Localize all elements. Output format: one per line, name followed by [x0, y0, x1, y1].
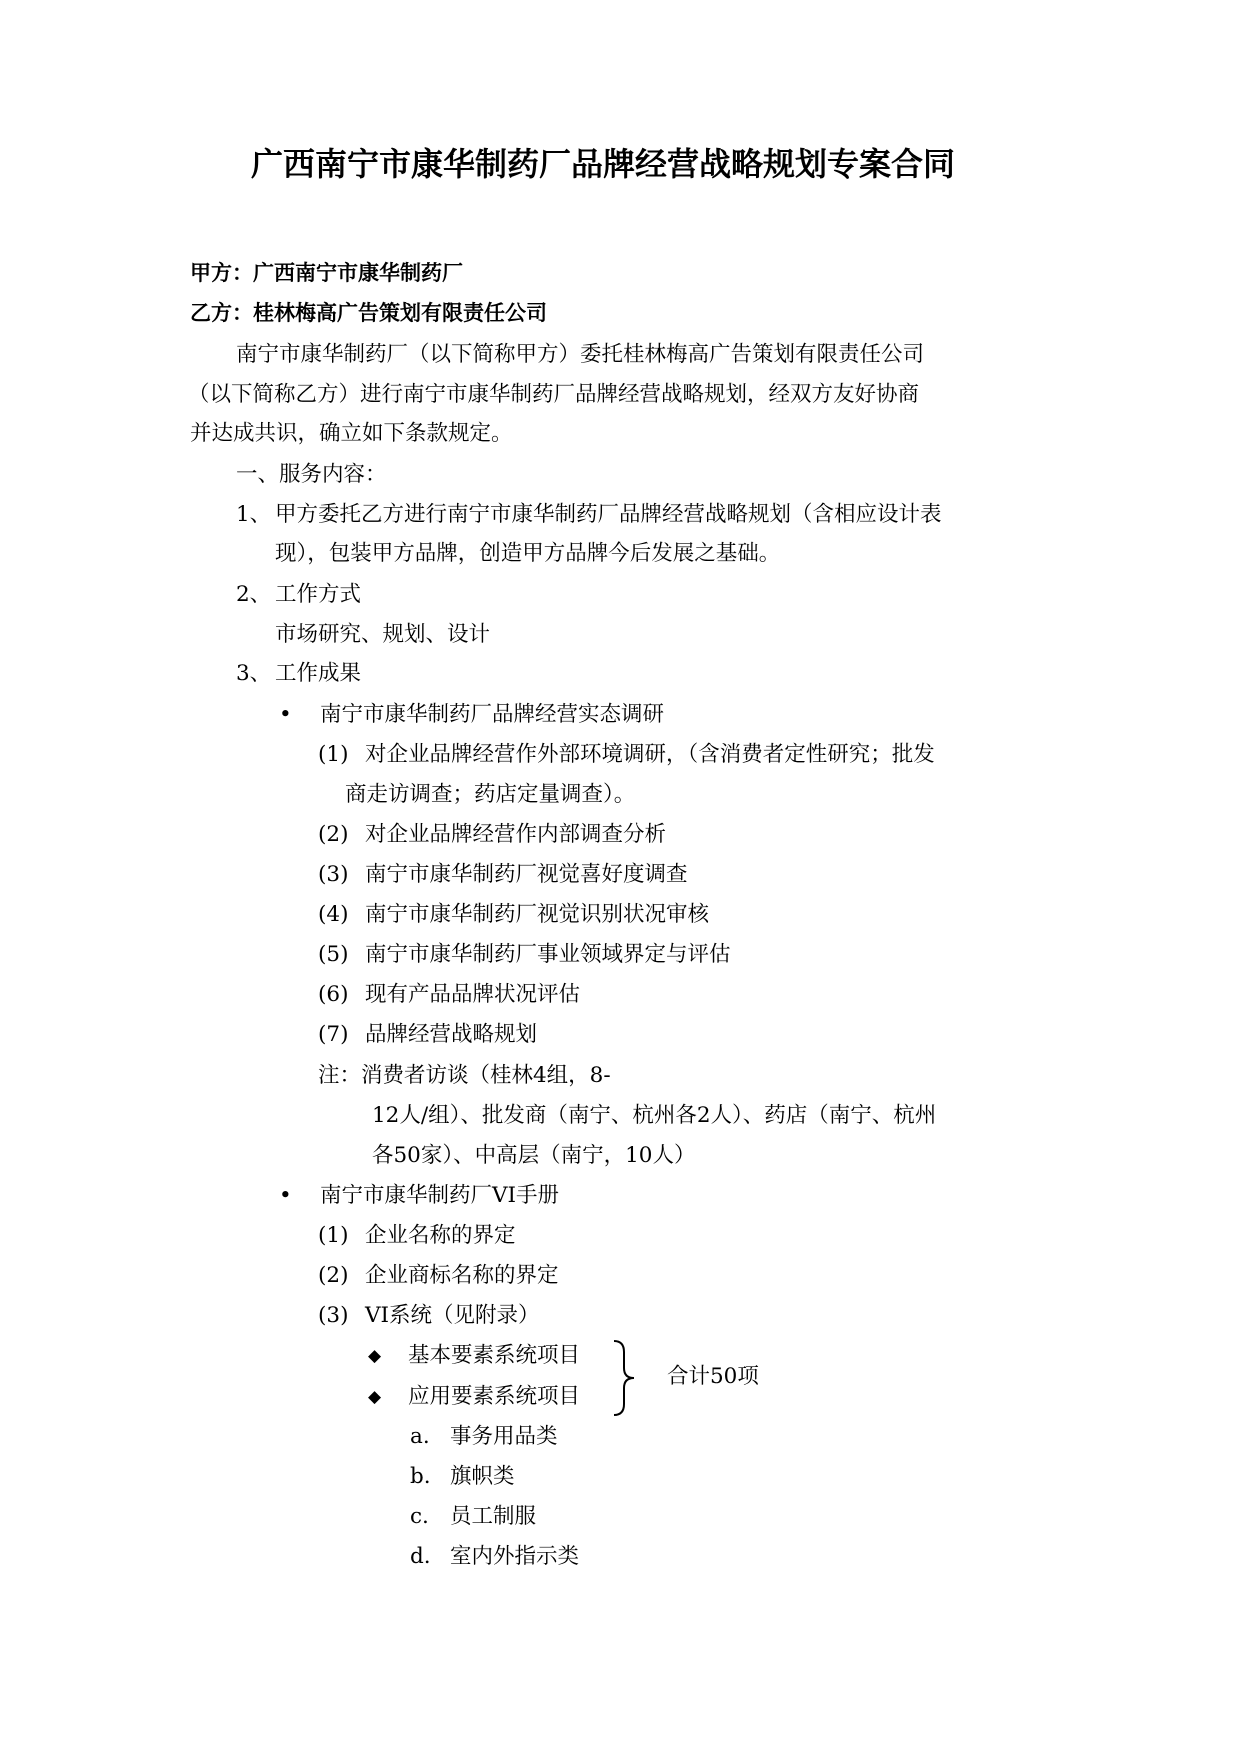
- research-item-num: (2): [318, 822, 349, 847]
- intro-line-2: （以下简称乙方）进行南宁市康华制药厂品牌经营战略规划，经双方友好协商: [188, 382, 920, 407]
- intro-line-3: 并达成共识，确立如下条款规定。: [190, 421, 513, 446]
- item2-label: 工作方式: [275, 582, 362, 607]
- vi-item-num: (2): [318, 1263, 349, 1288]
- bullet-icon: •: [279, 1183, 292, 1208]
- research-item-num: (1): [318, 742, 349, 767]
- research-item-text: 品牌经营战略规划: [365, 1022, 538, 1047]
- diamond-item-text: 基本要素系统项目: [408, 1343, 581, 1368]
- item3-number: 3、: [236, 661, 272, 686]
- sub-item-text: 室内外指示类: [450, 1544, 580, 1569]
- total-count: 合计50项: [667, 1364, 759, 1389]
- vi-item-text: 企业名称的界定: [365, 1223, 516, 1248]
- sub-item-letter: a.: [410, 1424, 430, 1449]
- sub-item-text: 事务用品类: [450, 1424, 558, 1449]
- vi-title: 南宁市康华制药厂VI手册: [320, 1183, 560, 1208]
- item2-number: 2、: [236, 582, 272, 607]
- research-item-num: (5): [318, 942, 349, 967]
- research-item-num: (4): [318, 902, 349, 927]
- sub-item-letter: c.: [410, 1504, 429, 1529]
- item3-label: 工作成果: [275, 661, 362, 686]
- sub-item-text: 员工制服: [450, 1504, 537, 1529]
- research-item-text: 对企业品牌经营作内部调查分析: [365, 822, 667, 847]
- vi-item-num: (3): [318, 1303, 349, 1328]
- research-item-text: 南宁市康华制药厂事业领域界定与评估: [365, 942, 731, 967]
- item1-line-2: 现），包装甲方品牌，创造甲方品牌今后发展之基础。: [275, 541, 781, 566]
- item1-number: 1、: [236, 502, 272, 527]
- note-line-1: 注：消费者访谈（桂林4组，8-: [318, 1063, 611, 1088]
- vi-item-text: 企业商标名称的界定: [365, 1263, 559, 1288]
- item2-detail: 市场研究、规划、设计: [275, 622, 491, 647]
- diamond-icon: ◆: [368, 1387, 382, 1407]
- section-heading: 一、服务内容：: [236, 462, 387, 487]
- party-b: 乙方：桂林梅高广告策划有限责任公司: [190, 301, 547, 325]
- bullet-icon: •: [279, 702, 292, 727]
- party-a: 甲方：广西南宁市康华制药厂: [190, 261, 463, 285]
- research-item-num: (3): [318, 862, 349, 887]
- sub-item-text: 旗帜类: [450, 1464, 515, 1489]
- item1-line-1: 甲方委托乙方进行南宁市康华制药厂品牌经营战略规划（含相应设计表: [275, 502, 942, 527]
- research-title: 南宁市康华制药厂品牌经营实态调研: [320, 702, 665, 727]
- research-item-num: (7): [318, 1022, 349, 1047]
- research-item-num: (6): [318, 982, 349, 1007]
- research-item-text: 南宁市康华制药厂视觉识别状况审核: [365, 902, 710, 927]
- note-line-3: 各50家）、中高层（南宁，10人）: [372, 1143, 696, 1168]
- research-item-text: 南宁市康华制药厂视觉喜好度调查: [365, 862, 688, 887]
- diamond-item-text: 应用要素系统项目: [408, 1384, 581, 1409]
- research-item-text: 现有产品品牌状况评估: [365, 982, 581, 1007]
- vi-item-num: (1): [318, 1223, 349, 1248]
- intro-line-1: 南宁市康华制药厂（以下简称甲方）委托桂林梅高广告策划有限责任公司: [236, 342, 925, 367]
- research-item-text: 对企业品牌经营作外部环境调研，（含消费者定性研究；批发: [365, 742, 935, 767]
- vi-item-text: VI系统（见附录）: [365, 1303, 540, 1328]
- brace-icon: [610, 1338, 636, 1418]
- sub-item-letter: d.: [410, 1544, 431, 1569]
- diamond-icon: ◆: [368, 1346, 382, 1366]
- sub-item-letter: b.: [410, 1464, 431, 1489]
- research-item-text: 商走访调查；药店定量调查）。: [345, 782, 636, 807]
- page-title: 广西南宁市康华制药厂品牌经营战略规划专案合同: [251, 145, 956, 183]
- note-line-2: 12人/组）、批发商（南宁、杭州各2人）、药店（南宁、杭州: [372, 1103, 937, 1128]
